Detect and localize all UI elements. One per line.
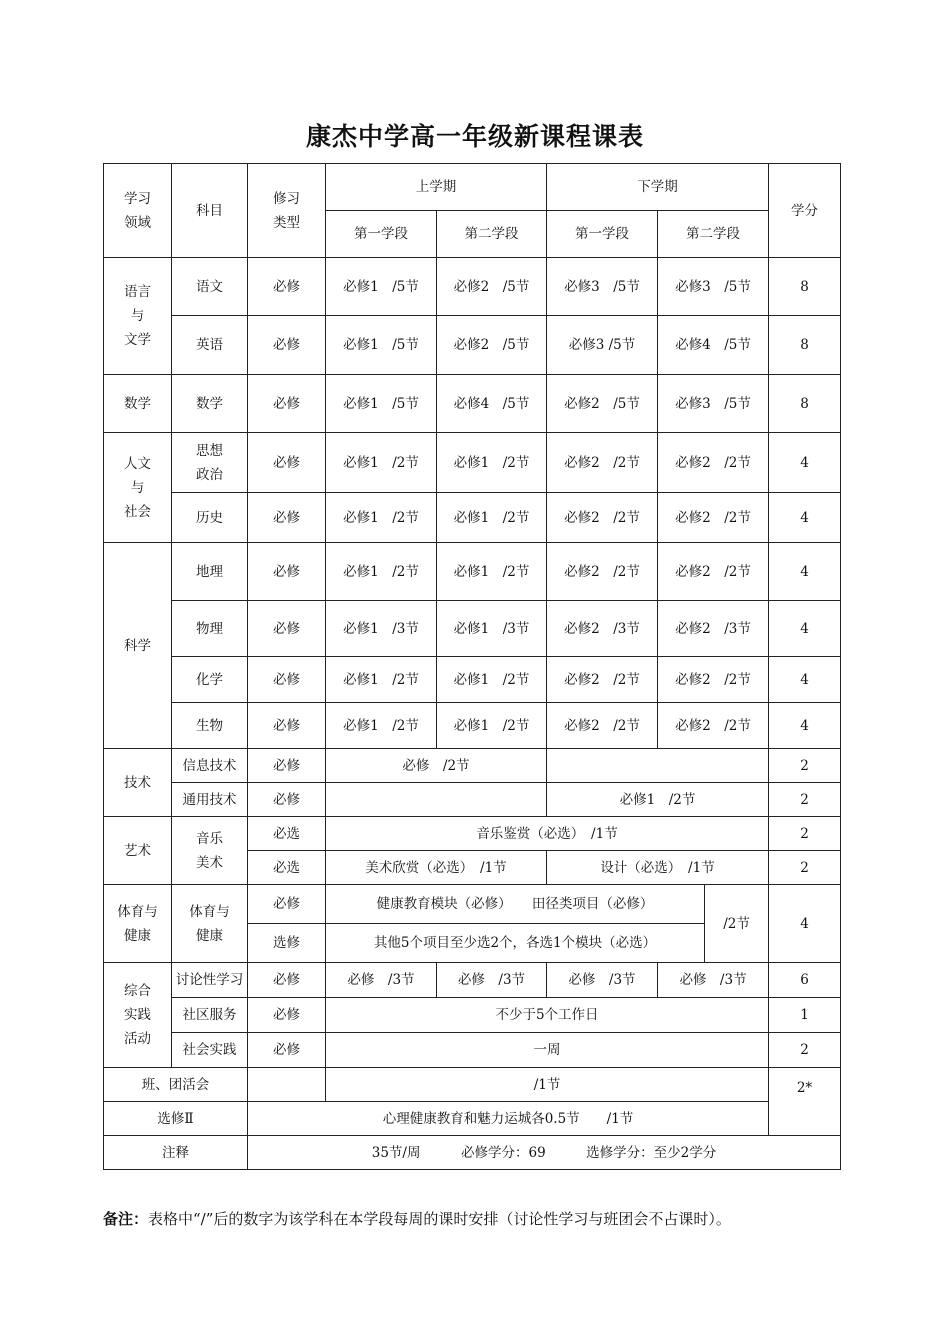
domain-cell: 艺术 — [104, 817, 172, 885]
schedule-cell: 必修1 /2节 — [437, 433, 547, 493]
credit-cell: 1 — [769, 998, 841, 1033]
schedule-cell: 音乐鉴赏（必选） /1节 — [326, 817, 769, 851]
domain-cell: 科学 — [104, 543, 172, 749]
schedule-cell: 必修3 /5节 — [658, 258, 769, 316]
subject-cell: 数学 — [172, 375, 248, 433]
type-cell: 必修 — [248, 375, 326, 433]
table-row — [104, 258, 841, 316]
credit-cell: 2* — [769, 1068, 841, 1136]
footnote — [103, 1208, 731, 1229]
hours-cell: /2节 — [705, 885, 769, 963]
domain-cell: 技术 — [104, 749, 172, 817]
type-cell: 选修 — [248, 924, 326, 963]
schedule-cell: 必修2 /5节 — [547, 375, 658, 433]
subject-cell: 地理 — [172, 543, 248, 601]
credit-cell: 6 — [769, 963, 841, 998]
table-row — [104, 316, 841, 375]
schedule-cell: 其他5个项目至少选2个，各选1个模块（必选） — [326, 924, 705, 963]
subject-cell: 社区服务 — [172, 998, 248, 1033]
schedule-cell: 不少于5个工作日 — [326, 998, 769, 1033]
schedule-cell: 一周 — [326, 1033, 769, 1068]
row-label: 注释 — [104, 1136, 248, 1170]
type-cell: 必修 — [248, 433, 326, 493]
subject-cell: 生物 — [172, 703, 248, 749]
type-cell: 必修 — [248, 1033, 326, 1068]
schedule-cell: 必修2 /2节 — [547, 433, 658, 493]
schedule-cell: 必修1 /3节 — [326, 601, 437, 657]
credit-cell: 4 — [769, 543, 841, 601]
table-row — [104, 1068, 841, 1102]
credit-cell: 8 — [769, 258, 841, 316]
table-row — [104, 817, 841, 851]
type-cell: 必修 — [248, 258, 326, 316]
empty-cell — [248, 1068, 326, 1102]
header-subject: 科目 — [172, 164, 248, 258]
schedule-cell: 必修2 /2节 — [658, 703, 769, 749]
table-row — [104, 1102, 841, 1136]
credit-cell: 4 — [769, 703, 841, 749]
schedule-cell: 必修1 /2节 — [437, 657, 547, 703]
type-cell: 必修 — [248, 963, 326, 998]
summary-cell: 35节/周 必修学分：69 选修学分：至少2学分 — [248, 1136, 841, 1170]
header-term2-period2: 第二学段 — [658, 211, 769, 258]
schedule-cell: 必修1 /2节 — [437, 543, 547, 601]
schedule-cell: 必修 /3节 — [658, 963, 769, 998]
credit-cell: 2 — [769, 817, 841, 851]
table-row — [104, 998, 841, 1033]
schedule-cell: 必修2 /5节 — [437, 316, 547, 375]
type-cell: 必选 — [248, 851, 326, 885]
subject-cell: 体育与 健康 — [172, 885, 248, 963]
footnote-text: 表格中“/”后的数字为该学科在本学段每周的课时安排（讨论性学习与班团会不占课时）。 — [148, 1210, 731, 1228]
subject-cell: 社会实践 — [172, 1033, 248, 1068]
type-cell: 必修 — [248, 749, 326, 783]
header-term1-period1: 第一学段 — [326, 211, 437, 258]
schedule-cell: /1节 — [326, 1068, 769, 1102]
type-cell: 必修 — [248, 703, 326, 749]
table-row — [104, 885, 841, 924]
domain-cell: 数学 — [104, 375, 172, 433]
schedule-cell: 必修1 /2节 — [326, 703, 437, 749]
subject-cell: 通用技术 — [172, 783, 248, 817]
schedule-cell: 必修2 /2节 — [547, 703, 658, 749]
schedule-cell: 必修 /3节 — [437, 963, 547, 998]
credit-cell: 4 — [769, 493, 841, 543]
header-type: 修习 类型 — [248, 164, 326, 258]
type-cell: 必修 — [248, 543, 326, 601]
schedule-cell: 设计（必选） /1节 — [547, 851, 769, 885]
table-row — [104, 433, 841, 493]
credit-cell: 4 — [769, 885, 841, 963]
credit-cell: 4 — [769, 433, 841, 493]
subject-cell: 思想 政治 — [172, 433, 248, 493]
schedule-cell: 必修1 /3节 — [437, 601, 547, 657]
subject-cell: 讨论性学习 — [172, 963, 248, 998]
course-schedule-table — [103, 163, 841, 1170]
domain-cell: 体育与 健康 — [104, 885, 172, 963]
header-term1: 上学期 — [326, 164, 547, 211]
schedule-cell: 必修1 /5节 — [326, 258, 437, 316]
schedule-cell: 必修1 /5节 — [326, 375, 437, 433]
subject-cell: 语文 — [172, 258, 248, 316]
credit-cell: 4 — [769, 657, 841, 703]
header-term2-period1: 第一学段 — [547, 211, 658, 258]
schedule-cell: 必修2 /2节 — [658, 493, 769, 543]
table-row — [104, 749, 841, 783]
table-row — [104, 601, 841, 657]
table-row — [104, 1136, 841, 1170]
credit-cell: 2 — [769, 749, 841, 783]
type-cell: 必修 — [248, 493, 326, 543]
credit-cell: 8 — [769, 316, 841, 375]
type-cell: 必修 — [248, 601, 326, 657]
header-credit: 学分 — [769, 164, 841, 258]
schedule-cell: 健康教育模块（必修） 田径类项目（必修） — [326, 885, 705, 924]
credit-cell: 8 — [769, 375, 841, 433]
schedule-cell: 必修1 /5节 — [326, 316, 437, 375]
empty-cell — [326, 783, 547, 817]
schedule-cell: 美术欣赏（必选） /1节 — [326, 851, 547, 885]
header-domain: 学习 领域 — [104, 164, 172, 258]
row-label: 班、团活会 — [104, 1068, 248, 1102]
schedule-cell: 必修2 /2节 — [547, 493, 658, 543]
table-row — [104, 703, 841, 749]
domain-cell: 语言 与 文学 — [104, 258, 172, 375]
row-label: 选修Ⅱ — [104, 1102, 248, 1136]
credit-cell: 4 — [769, 601, 841, 657]
schedule-cell: 必修3 /5节 — [547, 258, 658, 316]
type-cell: 必选 — [248, 817, 326, 851]
schedule-cell: 必修 /2节 — [326, 749, 547, 783]
type-cell: 必修 — [248, 316, 326, 375]
schedule-cell: 必修1 /2节 — [326, 493, 437, 543]
domain-cell: 人文 与 社会 — [104, 433, 172, 543]
schedule-cell: 必修1 /2节 — [326, 433, 437, 493]
schedule-cell: 必修4 /5节 — [658, 316, 769, 375]
subject-cell: 音乐 美术 — [172, 817, 248, 885]
credit-cell: 2 — [769, 1033, 841, 1068]
subject-cell: 英语 — [172, 316, 248, 375]
header-term2: 下学期 — [547, 164, 769, 211]
type-cell: 必修 — [248, 998, 326, 1033]
subject-cell: 历史 — [172, 493, 248, 543]
schedule-cell: 必修 /3节 — [547, 963, 658, 998]
credit-cell: 2 — [769, 851, 841, 885]
schedule-cell: 必修2 /5节 — [437, 258, 547, 316]
domain-cell: 综合 实践 活动 — [104, 963, 172, 1068]
subject-cell: 物理 — [172, 601, 248, 657]
schedule-cell: 必修4 /5节 — [437, 375, 547, 433]
schedule-cell: 必修1 /2节 — [326, 657, 437, 703]
table-row — [104, 543, 841, 601]
table-row — [104, 375, 841, 433]
footnote-label: 备注： — [103, 1210, 149, 1228]
header-term1-period2: 第二学段 — [437, 211, 547, 258]
schedule-cell: 必修2 /3节 — [658, 601, 769, 657]
credit-cell: 2 — [769, 783, 841, 817]
type-cell: 必修 — [248, 657, 326, 703]
empty-cell — [547, 749, 769, 783]
table-row — [104, 493, 841, 543]
schedule-cell: 必修 /3节 — [326, 963, 437, 998]
schedule-cell: 必修2 /3节 — [547, 601, 658, 657]
table-row — [104, 657, 841, 703]
type-cell: 必修 — [248, 885, 326, 924]
table-row — [104, 963, 841, 998]
schedule-cell: 必修2 /2节 — [547, 657, 658, 703]
schedule-cell: 必修2 /2节 — [658, 433, 769, 493]
schedule-cell: 必修1 /2节 — [547, 783, 769, 817]
schedule-cell: 必修2 /2节 — [658, 657, 769, 703]
schedule-cell: 必修1 /2节 — [437, 493, 547, 543]
subject-cell: 化学 — [172, 657, 248, 703]
type-cell: 必修 — [248, 783, 326, 817]
table-row — [104, 783, 841, 817]
schedule-cell: 必修2 /2节 — [547, 543, 658, 601]
schedule-cell: 必修1 /2节 — [326, 543, 437, 601]
schedule-cell: 必修3 /5节 — [658, 375, 769, 433]
schedule-cell: 必修1 /2节 — [437, 703, 547, 749]
subject-cell: 信息技术 — [172, 749, 248, 783]
schedule-cell: 心理健康教育和魅力运城各0.5节 /1节 — [248, 1102, 769, 1136]
table-row — [104, 1033, 841, 1068]
page-title: 康杰中学高一年级新课程课表 — [305, 122, 644, 151]
schedule-cell: 必修2 /2节 — [658, 543, 769, 601]
schedule-cell: 必修3 /5节 — [547, 316, 658, 375]
